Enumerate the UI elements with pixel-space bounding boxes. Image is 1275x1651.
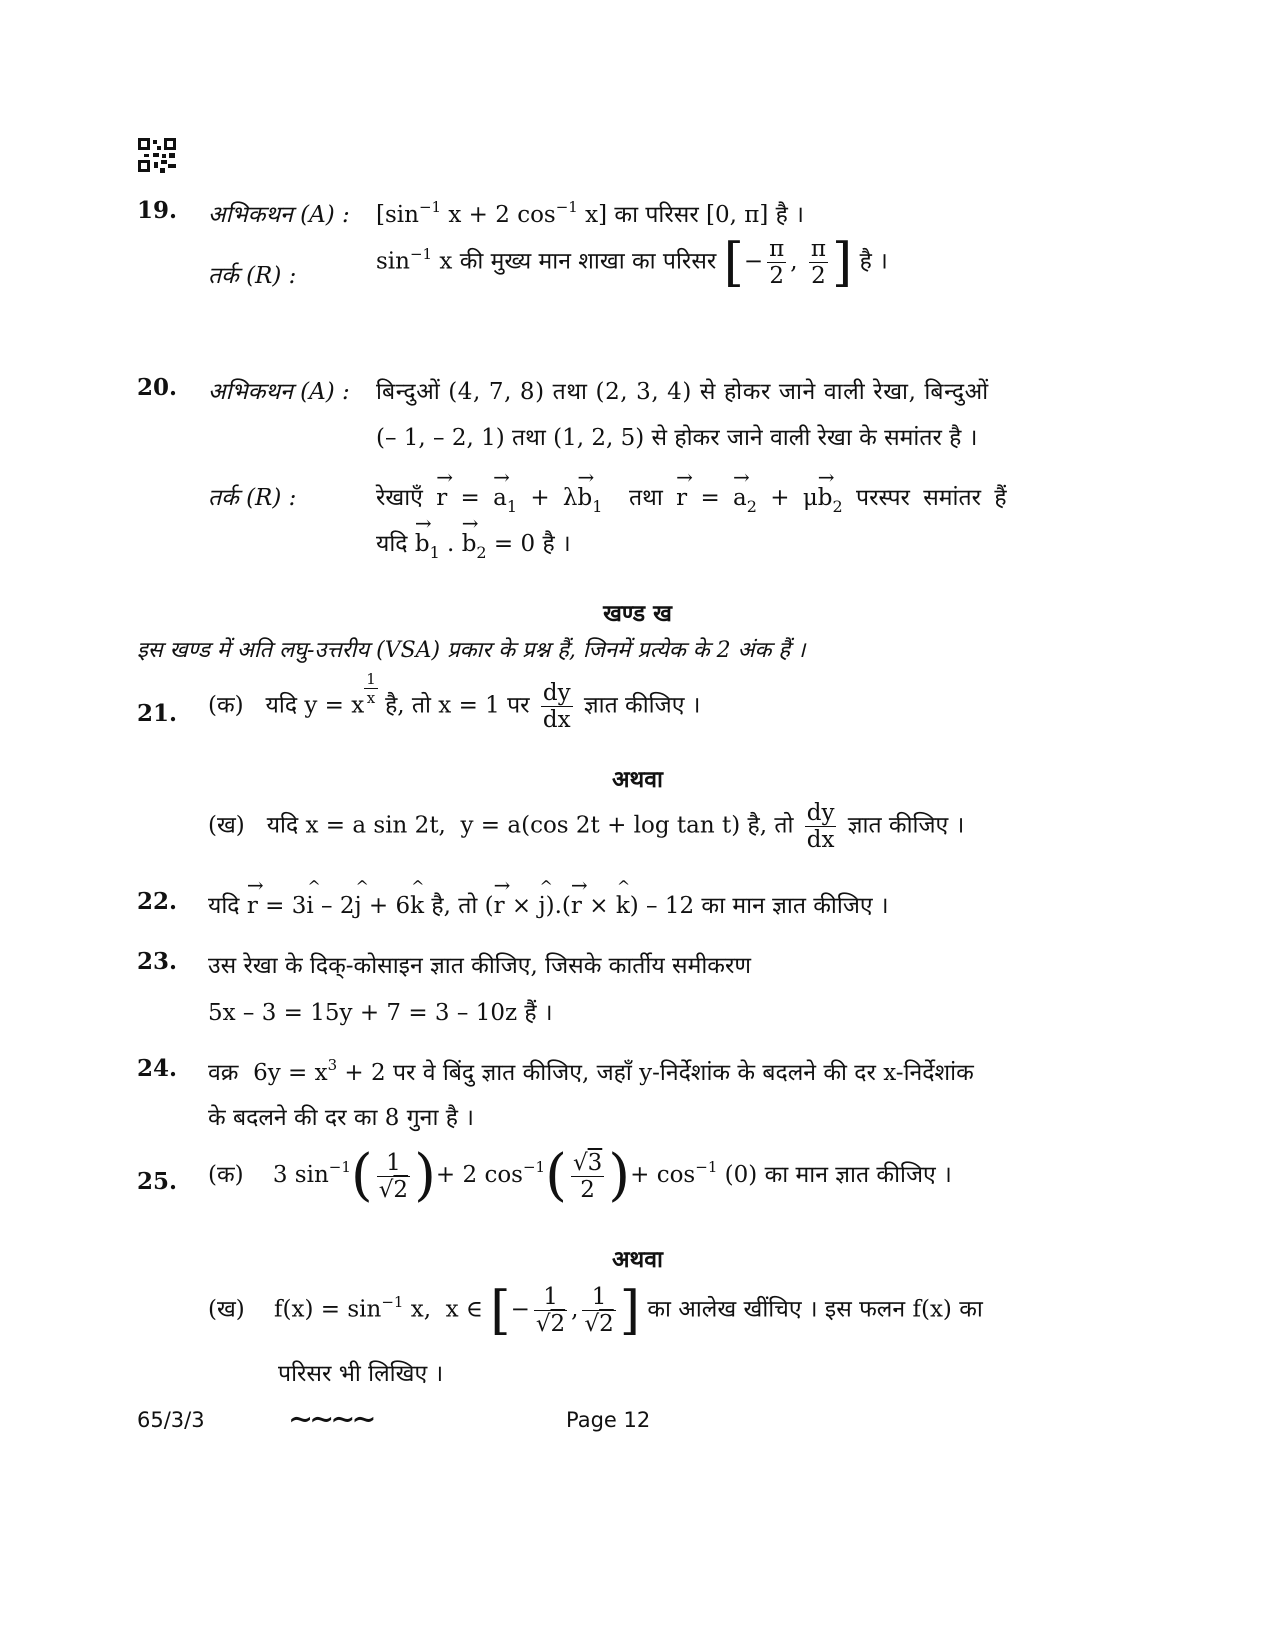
q21-or: अथवा	[611, 766, 663, 793]
q19-assertion-text: [$\sin^{-1}$ x + 2 $\cos^{-1} x$] का परिसर [0, π] है ।	[376, 198, 804, 228]
question-number-22: 22.	[137, 888, 178, 915]
q19-reason-text: $\sin^{-1} x$ की मुख्य मान शाखा का परिसर [− $\frac{\pi}{2}$ , $\frac{\pi}{2}$ ] है ।	[376, 232, 888, 293]
q20-assertion-label: अभिकथन (A) :	[208, 379, 350, 405]
q21-part-a: (क) यदि y = x $\frac{1}{x}$ है, तो x = 1 पर $\frac{dy}{dx}$ ज्ञात कीजिए ।	[208, 670, 701, 733]
question-number-25: 25.	[137, 1168, 178, 1195]
q23-line1: उस रेखा के दिक्-कोसाइन ज्ञात कीजिए, जिसके कार्तीय समीकरण	[208, 953, 751, 979]
q20-reason-line1: रेखाएँ → r = → $a_1 + \lambda\to b_1$ तथा → r = → $a_2 + \mu\to b_2$ परस्पर समांतर हैं	[376, 480, 1007, 512]
question-number-21: 21.	[137, 700, 178, 727]
question-number-20: 20.	[137, 374, 178, 401]
question-number-23: 23.	[137, 948, 178, 975]
wave-ornament-icon: ∼∼∼∼	[288, 1402, 373, 1437]
q19-assertion-label: अभिकथन (A) :	[208, 202, 350, 228]
q25-part-b-line2: परिसर भी लिखिए ।	[278, 1361, 444, 1387]
q24-line2: के बदलने की दर का 8 गुना है ।	[208, 1105, 474, 1131]
section-title: खण्ड ख	[603, 600, 672, 627]
q25-or: अथवा	[611, 1246, 663, 1273]
question-number-24: 24.	[137, 1055, 178, 1082]
q24-line1: वक्र $6y = x^3 + 2$ पर वे बिंदु ज्ञात कीजिए, जहाँ y-निर्देशांक के बदलने की दर x-निर्देशांक	[208, 1056, 974, 1086]
qr-code-icon	[138, 138, 178, 174]
paper-code: 65/3/3	[137, 1408, 205, 1432]
q20-assertion-line2: (– 1, – 2, 1) तथा (1, 2, 5) से होकर जाने वाली रेखा के समांतर है ।	[376, 425, 978, 451]
question-number-19: 19.	[137, 197, 178, 224]
q23-line2: 5x – 3 = 15y + 7 = 3 – 10z हैं ।	[208, 1000, 553, 1026]
q19-reason-label: तर्क (R) :	[208, 263, 297, 289]
q22-text: यदि → r = 3^ i – 2^ j + 6^ k है, तो (→ r × ^ j).(→ r × ^ k) – 12 का मान ज्ञात कीजिए ।	[208, 888, 889, 920]
q20-reason-line2: यदि → $b_1$ . → $b_2 = 0$ है ।	[376, 526, 571, 558]
section-subtitle: इस खण्ड में अति लघु-उत्तरीय (VSA) प्रकार के प्रश्न हैं, जिनमें प्रत्येक के 2 अंक हैं ।	[137, 638, 806, 663]
q20-assertion-line1: बिन्दुओं (4, 7, 8) तथा (2, 3, 4) से होकर जाने वाली रेखा, बिन्दुओं	[376, 379, 989, 405]
q25-part-b-line1: (ख) $f(x) = \sin^{-1} x$, x ∈ [− $\frac{1}{√2}$ , $\frac{1}{√2}$ ] का आलेख खींचिए । इस फलन f(x) का	[208, 1280, 983, 1341]
page-number: Page 12	[566, 1408, 651, 1432]
q21-part-b: (ख) यदि x = a sin 2t, y = a(cos 2t + log tan t) है, तो $\frac{dy}{dx}$ ज्ञात कीजिए ।	[208, 800, 965, 853]
q25-part-a: (क) 3 $\sin^{-1}$( $\frac{1}{√2}$ )+ 2 $\cos^{-1}$( $\frac{√3}{2}$ )+ $\cos^{-1} (0)$ का मान ज्ञात कीजिए ।	[208, 1143, 952, 1208]
q20-reason-label: तर्क (R) :	[208, 485, 297, 511]
